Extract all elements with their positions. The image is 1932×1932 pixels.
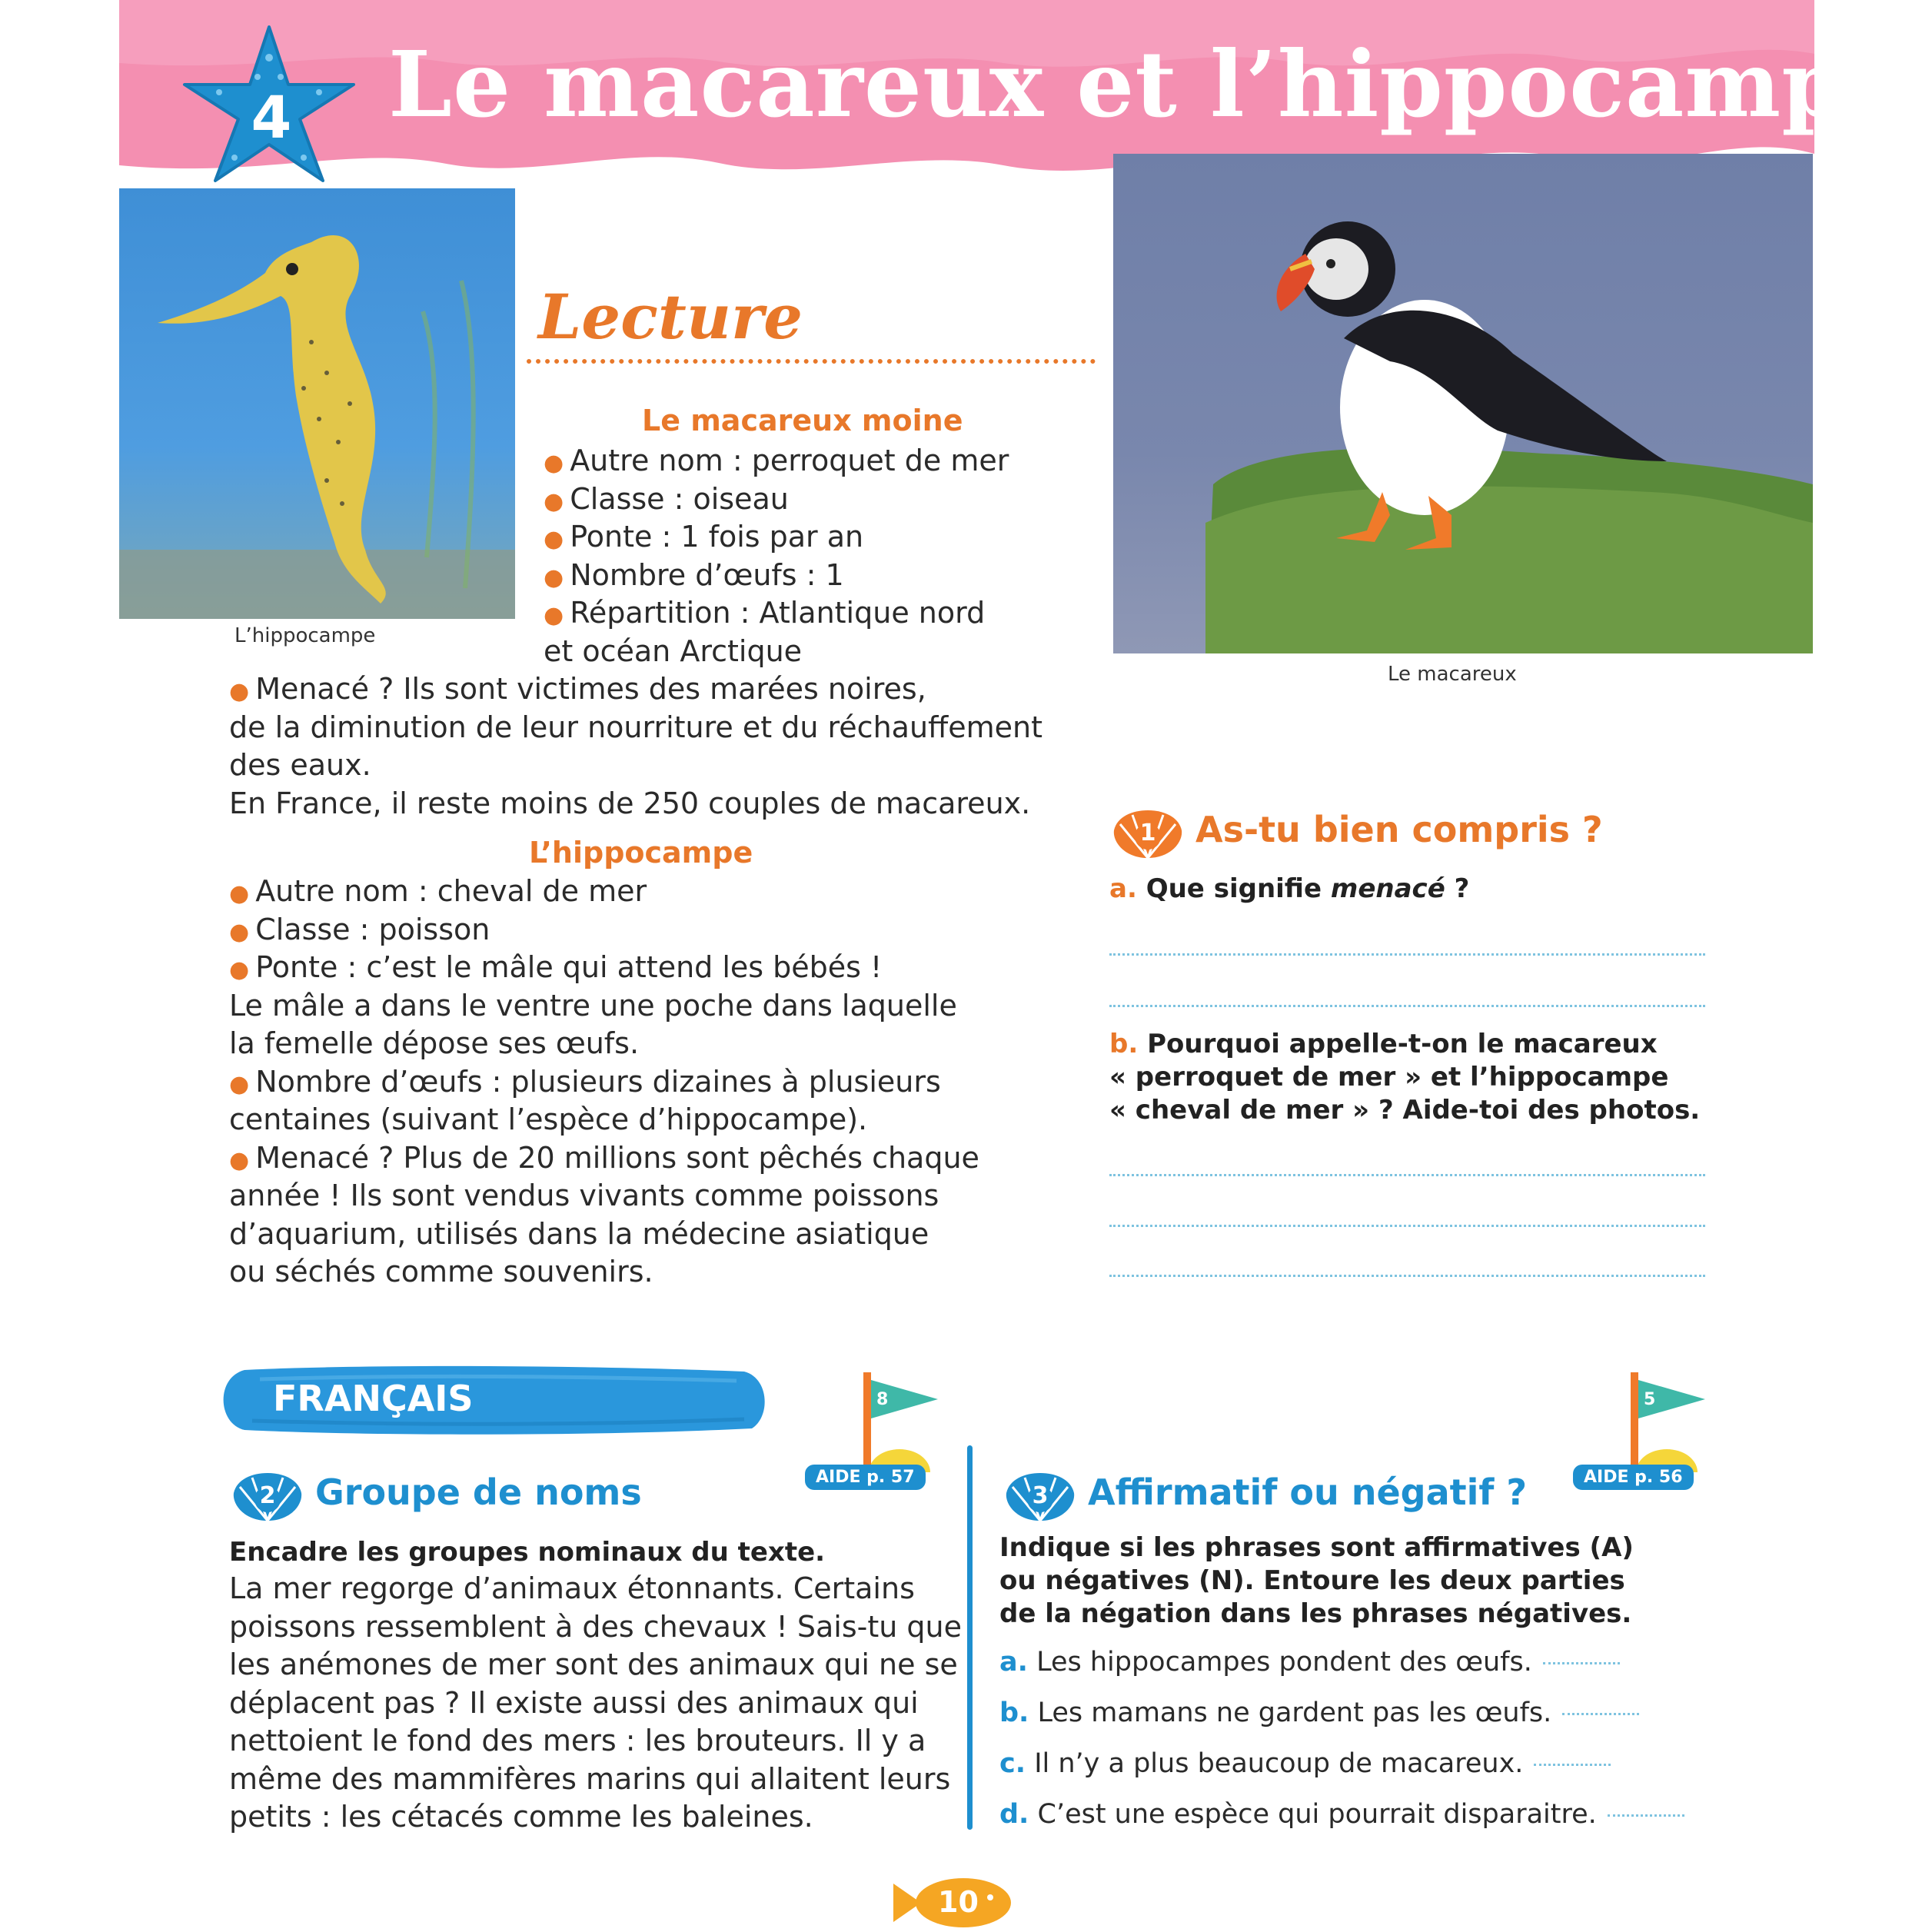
macareux-list-top (544, 442, 1009, 670)
answer-slot[interactable] (1608, 1814, 1684, 1817)
list-item-continued: Le mâle a dans le ventre une poche dans laquelle (229, 988, 957, 1023)
lecture-title: Lecture (538, 281, 803, 353)
page-title: Le macareux et l’hippocampe (388, 31, 1904, 138)
answer-line[interactable] (1109, 1275, 1705, 1277)
paragraph-line: En France, il reste moins de 250 couples de macareux. (229, 786, 1031, 820)
answer-line[interactable] (1109, 1005, 1705, 1007)
ex3-item-c: c. Il n’y a plus beaucoup de macareux. (999, 1748, 1611, 1779)
list-item: ● Nombre d’œufs : plusieurs dizaines à plusieurs (229, 1064, 941, 1099)
answer-slot[interactable] (1534, 1764, 1611, 1766)
list-item-continued: d’aquarium, utilisés dans la médecine asiatique (229, 1216, 929, 1251)
hippocampe-list (229, 873, 979, 1292)
ex3-item-b: b. Les mamans ne gardent pas les œufs. (999, 1698, 1639, 1728)
list-item: ● Répartition : Atlantique nord (544, 596, 986, 630)
list-item: ● Menacé ? Plus de 20 millions sont pêchés chaque (229, 1140, 979, 1175)
seahorse-caption: L’hippocampe (234, 624, 376, 647)
puffin-photo (1113, 154, 1813, 653)
flag-number: 8 (876, 1390, 889, 1409)
puffin-caption: Le macareux (1388, 663, 1517, 686)
macareux-list-bottom (229, 670, 1042, 823)
paragraph-line: même des mammifères marins qui allaitent leurs (229, 1761, 951, 1796)
lecture-divider (527, 359, 1096, 364)
answer-line[interactable] (1109, 1225, 1705, 1227)
exercise-number: 1 (1139, 820, 1156, 846)
paragraph-line: poissons ressemblent à des chevaux ! Sais-tu que (229, 1609, 962, 1644)
list-item: ● Classe : oiseau (544, 481, 789, 516)
paragraph-line: petits : les cétacés comme les baleines. (229, 1800, 813, 1834)
list-item-continued: de la diminution de leur nourriture et du réchauffement (229, 710, 1042, 744)
list-item: ● Autre nom : cheval de mer (229, 874, 647, 908)
ex2-instruction: Encadre les groupes nominaux du texte. (229, 1537, 826, 1568)
question-b: b. Pourquoi appelle-t-on le macareux « perroquet de mer » et l’hippocampe « cheval de mer » ? Aide-toi des photos. (1109, 1029, 1701, 1126)
aide-badge[interactable]: AIDE p. 56 (1573, 1465, 1694, 1490)
exercise-number: 3 (1032, 1482, 1049, 1509)
answer-line[interactable] (1109, 953, 1705, 956)
column-divider (967, 1445, 973, 1830)
aide-badge[interactable]: AIDE p. 57 (805, 1465, 926, 1490)
answer-slot[interactable] (1562, 1713, 1639, 1715)
francais-label: FRANÇAIS (273, 1378, 474, 1419)
paragraph-line: les anémones de mer sont des animaux qui ne se (229, 1648, 958, 1681)
ex3-item-d: d. C’est une espèce qui pourrait disparaitre. (999, 1799, 1684, 1830)
list-item-continued: et océan Arctique (544, 633, 803, 668)
list-item: ● Classe : poisson (229, 912, 490, 946)
list-item-continued: année ! Ils sont vendus vivants comme poissons (229, 1179, 939, 1212)
answer-line[interactable] (1109, 1174, 1705, 1176)
macareux-heading: Le macareux moine (642, 404, 963, 437)
list-item-continued: des eaux. (229, 748, 371, 782)
flag-buoy-icon (838, 1368, 946, 1476)
list-item-continued: centaines (suivant l’espèce d’hippocampe). (229, 1102, 868, 1136)
paragraph-line: La mer regorge d’animaux étonnants. Certains (229, 1571, 915, 1605)
paragraph-line: déplacent pas ? Il existe aussi des animaux qui (229, 1685, 919, 1720)
ex3-instruction: Indique si les phrases sont affirmatives (A) ou négatives (N). Entoure les deux parties de la négation dans les phrases négatives. (999, 1532, 1634, 1629)
list-item-continued: la femelle dépose ses œufs. (229, 1026, 640, 1060)
ex2-text (229, 1570, 962, 1837)
list-item: ● Menacé ? Ils sont victimes des marées noires, (229, 672, 926, 706)
ex3-heading: Affirmatif ou négatif ? (1088, 1471, 1528, 1513)
ex3-item-a: a. Les hippocampes pondent des œufs. (999, 1647, 1620, 1678)
question-a: a. Que signifie menacé ? (1109, 873, 1470, 904)
page-number: 10 (938, 1885, 979, 1919)
hippocampe-heading: L’hippocampe (529, 836, 753, 870)
flag-buoy-icon (1605, 1368, 1713, 1476)
seahorse-photo (119, 188, 515, 619)
comprehension-heading: As-tu bien compris ? (1195, 809, 1603, 850)
list-item: ● Nombre d’œufs : 1 (544, 557, 844, 592)
list-item: ● Ponte : c’est le mâle qui attend les bébés ! (229, 950, 883, 984)
list-item-continued: ou séchés comme souvenirs. (229, 1255, 653, 1289)
exercise-number: 2 (259, 1482, 276, 1509)
lesson-number: 4 (251, 83, 292, 151)
answer-slot[interactable] (1543, 1662, 1620, 1664)
paragraph-line: nettoient le fond des mers : les brouteurs. Il y a (229, 1724, 926, 1757)
list-item: ● Ponte : 1 fois par an (544, 520, 864, 554)
list-item: ● Autre nom : perroquet de mer (544, 444, 1009, 477)
ex2-heading: Groupe de noms (315, 1471, 642, 1513)
flag-number: 5 (1644, 1390, 1656, 1409)
